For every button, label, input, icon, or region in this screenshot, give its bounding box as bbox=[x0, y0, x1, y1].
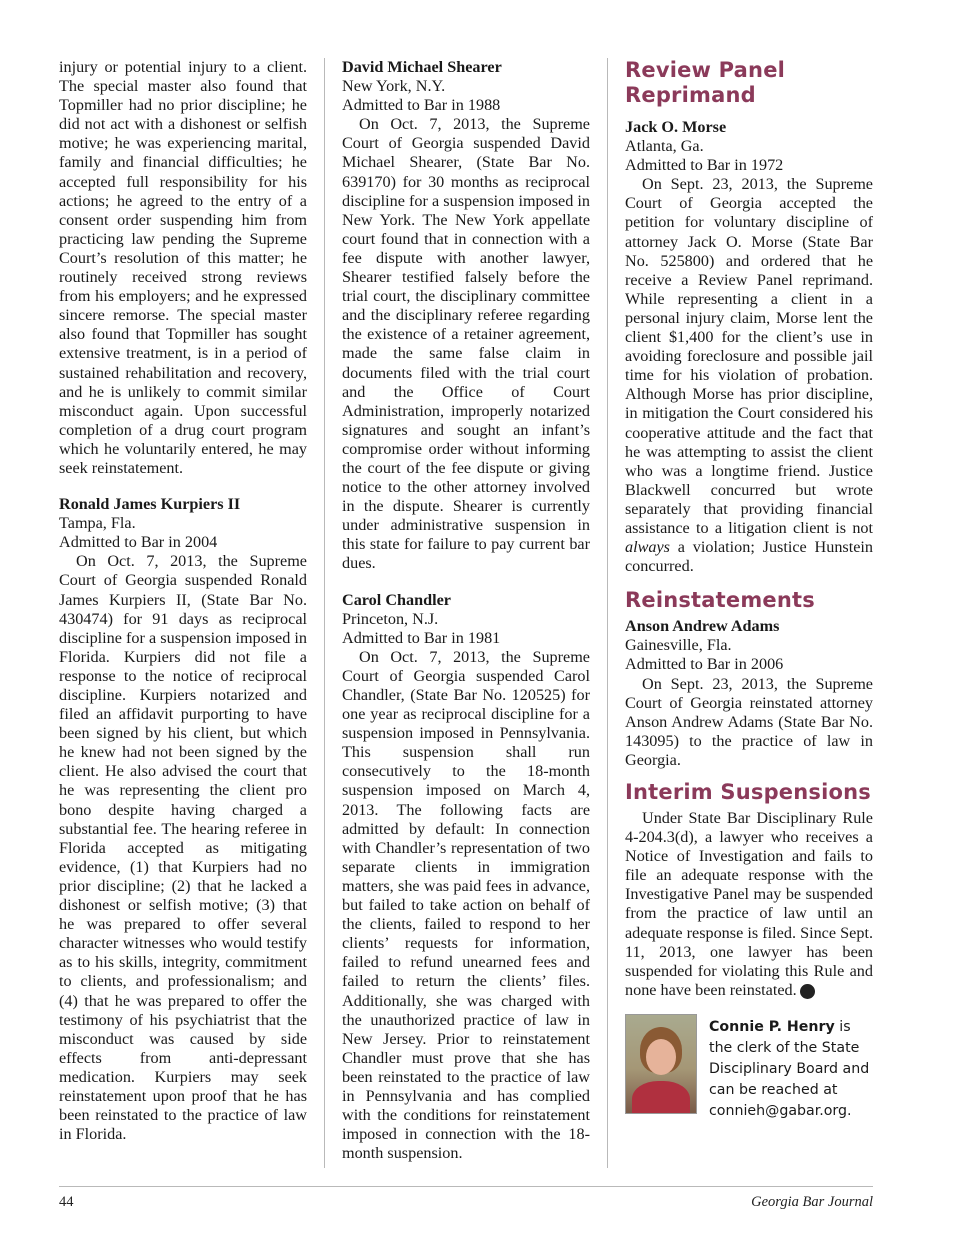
continued-paragraph: injury or potential injury to a client. The special master also found that Topmiller had no prior discipline; he did not act with a dishonest or selfish motive; he was experiencing marital, family and financial difficulties; he accepted full responsibility for his actions; he agreed to the entry of a consent order suspending him from practicing law pending the Supreme Court’s resolution of this matter; he routinely received strong reviews from his employers; and he expressed sincere remorse. The special master also found that Topmiller has sought extensive treatment, is in a period of sustained rehabilitation and recovery, and he is unlikely to commit similar misconduct again. Upon successful completion of a drug court program which he voluntarily entered, he may seek reinstatement. bbox=[59, 58, 307, 477]
section-heading-review-panel-reprimand: Review Panel Reprimand bbox=[625, 58, 786, 107]
author-name: Connie P. Henry bbox=[709, 1018, 835, 1035]
admission-year: Admitted to Bar in 2004 bbox=[59, 533, 218, 552]
footer-divider bbox=[59, 1186, 873, 1187]
discipline-entry-kurpiers bbox=[59, 495, 307, 1144]
admission-year: Admitted to Bar in 1988 bbox=[342, 96, 501, 115]
attorney-location: Tampa, Fla. bbox=[59, 514, 136, 533]
column-divider bbox=[607, 58, 608, 1168]
column-3 bbox=[625, 58, 873, 1122]
admission-year: Admitted to Bar in 1972 bbox=[625, 156, 784, 175]
admission-year: Admitted to Bar in 1981 bbox=[342, 628, 501, 647]
discipline-entry-morse bbox=[625, 118, 873, 576]
attorney-name: David Michael Shearer bbox=[342, 58, 502, 76]
attorney-location: Princeton, N.J. bbox=[342, 609, 439, 628]
discipline-entry-shearer bbox=[342, 58, 590, 574]
attorney-location: Gainesville, Fla. bbox=[625, 636, 732, 655]
attorney-name: Carol Chandler bbox=[342, 590, 451, 609]
column-divider bbox=[324, 58, 325, 1168]
page-number: 44 bbox=[59, 1194, 74, 1210]
section-heading-reinstatements: Reinstatements bbox=[625, 588, 815, 613]
entry-body bbox=[625, 175, 873, 576]
attorney-location: Atlanta, Ga. bbox=[625, 137, 704, 156]
entry-body: On Oct. 7, 2013, the Supreme Court of Georgia suspended David Michael Shearer, (State Bar No. 639170) for 30 months as reciprocal discipline for a suspension imposed in New York. The New York appellate court found that in connection with a fee dispute with another lawyer, Shearer testified falsely before the trial court, the disciplinary committee and the disciplinary referee regarding the existence of a retainer agreement, made the same false claim in documents filed with the trial court and the Office of Court Administration, improperly notarized signatures and sought an infant’s compromise order without informing the court of the fee dispute or giving notice to the other attorney involved in the dispute. Shearer is currently under administrative suspension in this state for failure to pay current bar dues. bbox=[342, 115, 590, 573]
entry-body: On Oct. 7, 2013, the Supreme Court of Georgia suspended Carol Chandler, (State Bar No. 120525) for one year as reciprocal discipline for a suspension imposed in Pennsylvania. This suspension shall run consecutively to the 18-month suspension imposed on March 4, 2013. The following facts are admitted by default: In connection with Chandler’s representation of two separate clients in immigration matters, she was paid fees in advance, but failed to take action on behalf of the clients, failed to respond to her clients’ requests for information, failed to refund unearned fees and failed to return the clients’ files. Additionally, she was charged with the unauthorized practice of law in New Jersey. Prior to reinstatement Chandler must prove that she has been reinstated to the practice of law in Pennsylvania and has complied with the conditions for reinstatement imposed in connection with the 18-month suspension. bbox=[342, 647, 590, 1163]
author-photo bbox=[625, 1014, 697, 1114]
emphasized-word: always bbox=[625, 538, 670, 557]
reinstatement-entry-adams bbox=[625, 617, 873, 770]
attorney-name: Jack O. Morse bbox=[625, 118, 727, 136]
column-1 bbox=[59, 58, 307, 1144]
entry-body: On Sept. 23, 2013, the Supreme Court of Georgia reinstated attorney Anson Andrew Adams (State Bar No. 143095) to the practice of law in Georgia. bbox=[625, 674, 873, 769]
entry-body-part: On Sept. 23, 2013, the Supreme Court of Georgia accepted the petition for voluntary discipline of attorney Jack O. Morse (State Bar No. 525800) and ordered that he receive a Review Panel reprimand. While representing a client in a personal injury claim, Morse lent the client $1,400 for the client’s use in avoiding foreclosure and possible jail time for his violation of probation. Although Morse has prior discipline, in mitigation the Court considered his cooperative attitude and the fact that he was attempting to assist the client who was a longtime friend. Justice Blackwell concurred but wrote separately that providing financial assistance to a litigation client is not bbox=[625, 175, 873, 537]
section-heading-interim-suspensions: Interim Suspensions bbox=[625, 780, 871, 804]
entry-body: On Oct. 7, 2013, the Supreme Court of Georgia suspended Ronald James Kurpiers II, (State Bar No. 430474) for 91 days as reciprocal discipline for a suspension imposed in Florida. Kurpiers did not file a response to the notice of reciprocal discipline. Kurpiers notarized and filed an affidavit purporting to have been signed by his client, but which he knew had not been signed by the client. He also advised the court that he was representing the client pro bono despite having charged a substantial fee. The hearing referee in Florida accepted as mitigating evidence, (1) that Kurpiers had no prior discipline; (2) that he lacked a dishonest or selfish motive; (3) that he was prepared to offer several character witnesses who would testify as to his skills, integrity, commitment to clients, and professionalism; and (4) that he was prepared to offer the testimony of his psychiatrist that the misconduct was caused by side effects from anti-depressant medication. Kurpiers may seek reinstatement upon proof that he has been reinstated to the practice of law in Florida. bbox=[59, 552, 307, 1144]
journal-name: Georgia Bar Journal bbox=[751, 1194, 873, 1210]
column-2 bbox=[342, 58, 590, 1163]
admission-year: Admitted to Bar in 2006 bbox=[625, 655, 784, 674]
author-description: is the clerk of the State Disciplinary Board and can be reached at connieh@gabar.org. bbox=[709, 1018, 870, 1119]
author-bio-text bbox=[709, 1017, 873, 1122]
attorney-name: Ronald James Kurpiers II bbox=[59, 495, 241, 514]
interim-suspensions-body bbox=[625, 809, 873, 1000]
gbj-end-mark-icon: GBJ bbox=[800, 984, 815, 999]
attorney-name: Anson Andrew Adams bbox=[625, 617, 780, 636]
discipline-entry-chandler bbox=[342, 591, 590, 1164]
attorney-location: New York, N.Y. bbox=[342, 77, 446, 96]
entry-body-part: a violation; Justice Hunstein concurred. bbox=[625, 538, 873, 576]
interim-text: Under State Bar Disciplinary Rule 4-204.3(d), a lawyer who receives a Notice of Investigation and fails to file an adequate response with the Investigative Panel may be suspended from the practice of law until an adequate response is filed. Since Sept. 11, 2013, one lawyer has been suspended for violating this Rule and none have been reinstated. bbox=[625, 809, 873, 999]
author-bio bbox=[625, 1014, 873, 1122]
